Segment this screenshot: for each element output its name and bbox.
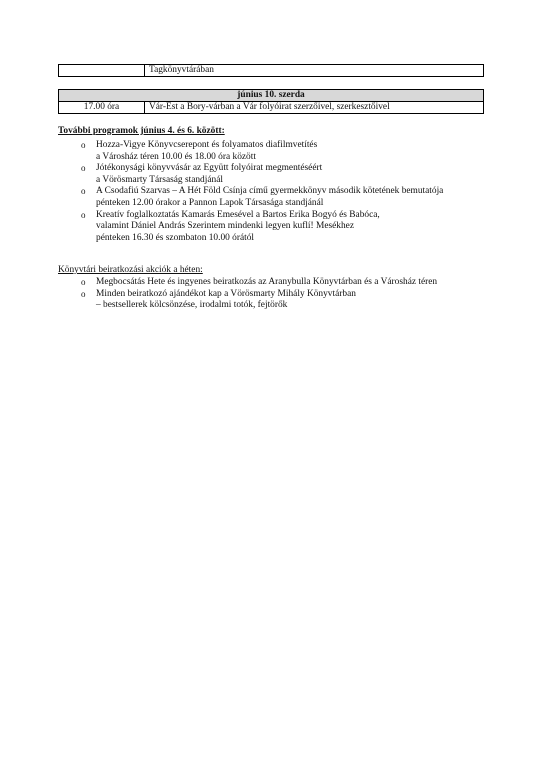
bullet-circle-icon: o (81, 288, 86, 299)
schedule-table-top (58, 64, 484, 77)
list-item-line: pénteken 16.30 és szombaton 10.00 órától (96, 232, 255, 243)
table-row (59, 102, 484, 114)
section-title-programs: További programok június 4. és 6. között: (58, 126, 225, 136)
table-cell-event: Tagkönyvtárában (145, 65, 484, 77)
day-header-row (59, 90, 484, 102)
list-item (81, 163, 481, 186)
list-item-line: Minden beiratkozó ajándékot kap a Vörösmarty Mihály Könyvtárban (96, 288, 356, 299)
list-item (81, 277, 481, 289)
list-item-line: pénteken 12.00 órakor a Pannon Lapok Társasága standjánál (96, 197, 324, 208)
list-item (81, 186, 481, 209)
table-cell-time (59, 65, 145, 77)
bullet-circle-icon: o (81, 186, 86, 197)
list-item-line: Jótékonysági könyvvásár az Együtt folyóirat megmentéséért (96, 163, 323, 174)
list-item-line: Kreatív foglalkoztatás Kamarás Emesével a Bartos Erika Bogyó és Babóca, (96, 209, 380, 220)
list-item-line: valamint Dániel András Szerintem mindenki legyen kuflí! Mesékhez (96, 221, 354, 232)
section-title-library: Könyvtári beiratkozási akciók a héten: (58, 265, 203, 275)
list-item-line: A Csodafiú Szarvas – A Hét Föld Csínja című gyermekkönyv második kötetének bemutatója (96, 186, 444, 197)
schedule-table-june10 (58, 89, 484, 114)
table-cell-time: 17.00 óra (59, 102, 145, 114)
programs-list (81, 140, 481, 244)
bullet-circle-icon: o (81, 277, 86, 287)
bullet-circle-icon: o (81, 163, 86, 174)
bullet-circle-icon: o (81, 209, 86, 220)
list-item-line: a Városház téren 10.00 és 18.00 óra között (96, 151, 256, 162)
list-item (81, 140, 481, 163)
list-item (81, 289, 481, 312)
table-row (59, 65, 484, 77)
list-item-line: Megbocsátás Hete és ingyenes beiratkozás az Aranybulla Könyvtárban és a Városház téren (96, 277, 438, 287)
list-item-line: a Vörösmarty Társaság standjánál (96, 174, 223, 185)
list-item-line: – bestsellerek kölcsönzése, irodalmi totók, fejtörők (96, 300, 288, 311)
library-list (81, 277, 481, 312)
day-header: június 10. szerda (59, 90, 484, 102)
table-cell-event: Vár-Est a Bory-várban a Vár folyóirat szerzőivel, szerkesztőivel (145, 102, 484, 114)
list-item-line: Hozza-Vigye Könyvcserepont és folyamatos diafilmvetítés (96, 140, 318, 150)
list-item (81, 210, 481, 245)
bullet-circle-icon: o (81, 140, 86, 150)
